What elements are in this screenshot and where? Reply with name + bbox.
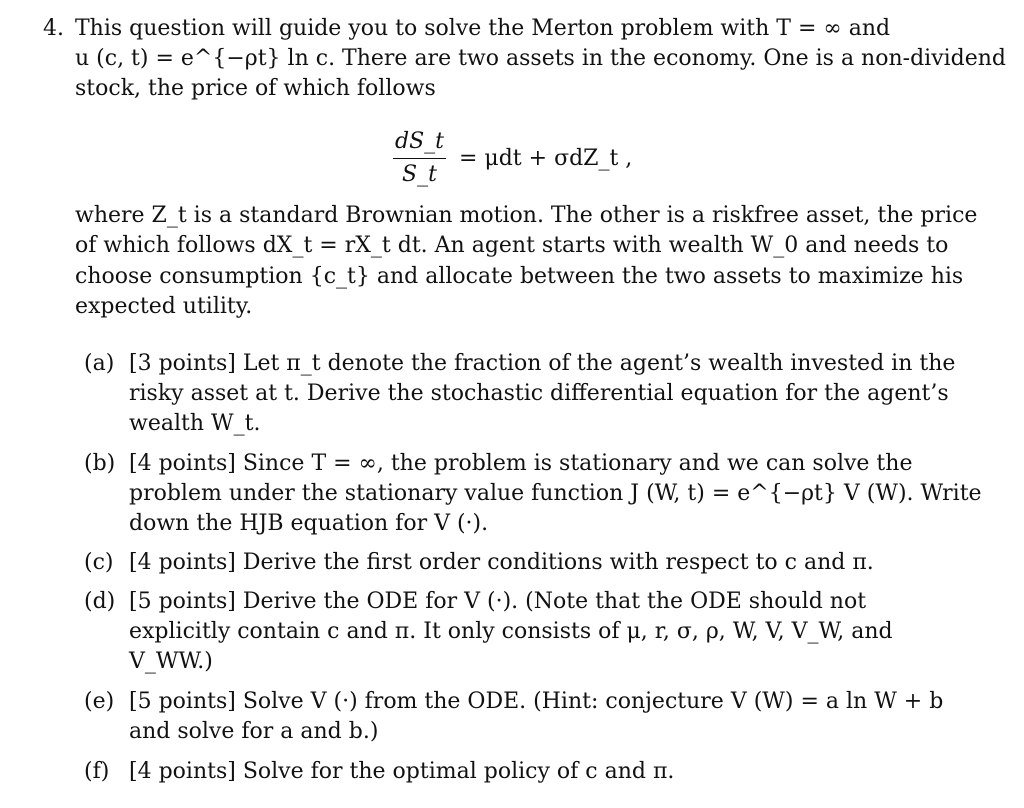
- part-a-line-1: [129, 349, 955, 379]
- equation-numerator: dS_t: [393, 128, 446, 159]
- intro-line-2: u (c, t) = e^{−ρt} ln c. There are two assets in the economy. One is a non-dividend: [75, 46, 1007, 71]
- part-e-label: (e): [84, 689, 115, 714]
- part-f-text-1: Solve for the optimal policy of c and π.: [242, 759, 675, 784]
- part-c-text-1: Derive the first order conditions with respect to c and π.: [242, 550, 874, 575]
- part-d-label: (d): [84, 589, 116, 614]
- equation-denominator: S_t: [402, 162, 437, 187]
- intro-line-1: This question will guide you to solve the Merton problem with T = ∞ and: [75, 16, 891, 41]
- intro-line-3: stock, the price of which follows: [75, 76, 436, 101]
- part-f-label: (f): [84, 759, 110, 784]
- part-a-line-3: wealth W_t.: [129, 411, 261, 436]
- part-c-points: [4 points]: [129, 550, 236, 575]
- part-e-line-2: and solve for a and b.): [129, 719, 379, 744]
- part-b-points: [4 points]: [129, 451, 236, 476]
- part-d-line-2: explicitly contain c and π. It only consists of μ, r, σ, ρ, W, V, V_W, and: [129, 619, 893, 644]
- part-e-points: [5 points]: [129, 689, 236, 714]
- part-b-line-1: [129, 449, 912, 479]
- part-f-line-1: [129, 757, 674, 787]
- part-b-line-2: problem under the stationary value function J (W, t) = e^{−ρt} V (W). Write: [129, 481, 982, 506]
- part-a-points: [3 points]: [129, 351, 236, 376]
- part-b-line-3: down the HJB equation for V (·).: [129, 511, 489, 536]
- part-d-line-1: [129, 587, 866, 617]
- part-c-label: (c): [84, 550, 114, 575]
- after-line-4: expected utility.: [75, 294, 253, 319]
- part-a-line-2: risky asset at t. Derive the stochastic differential equation for the agent’s: [129, 381, 949, 406]
- part-b-text-1: Since T = ∞, the problem is stationary and we can solve the: [242, 451, 913, 476]
- part-c-line-1: [129, 548, 874, 578]
- part-b-label: (b): [84, 451, 116, 476]
- after-line-3: choose consumption {c_t} and allocate between the two assets to maximize his: [75, 264, 964, 289]
- part-a-label: (a): [84, 351, 115, 376]
- after-line-2: of which follows dX_t = rX_t dt. An agent starts with wealth W_0 and needs to: [75, 233, 949, 258]
- part-d-points: [5 points]: [129, 589, 236, 614]
- part-d-text-1: Derive the ODE for V (·). (Note that the ODE should not: [242, 589, 867, 614]
- part-f-points: [4 points]: [129, 759, 236, 784]
- question-number: 4.: [43, 16, 64, 41]
- part-e-text-1: Solve V (·) from the ODE. (Hint: conjecture V (W) = a ln W + b: [242, 689, 944, 714]
- equation-fraction: [393, 128, 446, 189]
- part-d-line-3: V_WW.): [129, 649, 213, 674]
- after-line-1: where Z_t is a standard Brownian motion. The other is a riskfree asset, the price: [75, 203, 978, 228]
- part-e-line-1: [129, 687, 943, 717]
- part-a-text-1: Let π_t denote the fraction of the agent’s wealth invested in the: [242, 351, 956, 376]
- equation-rhs: = μdt + σdZ_t ,: [459, 145, 633, 171]
- price-equation: [393, 128, 632, 189]
